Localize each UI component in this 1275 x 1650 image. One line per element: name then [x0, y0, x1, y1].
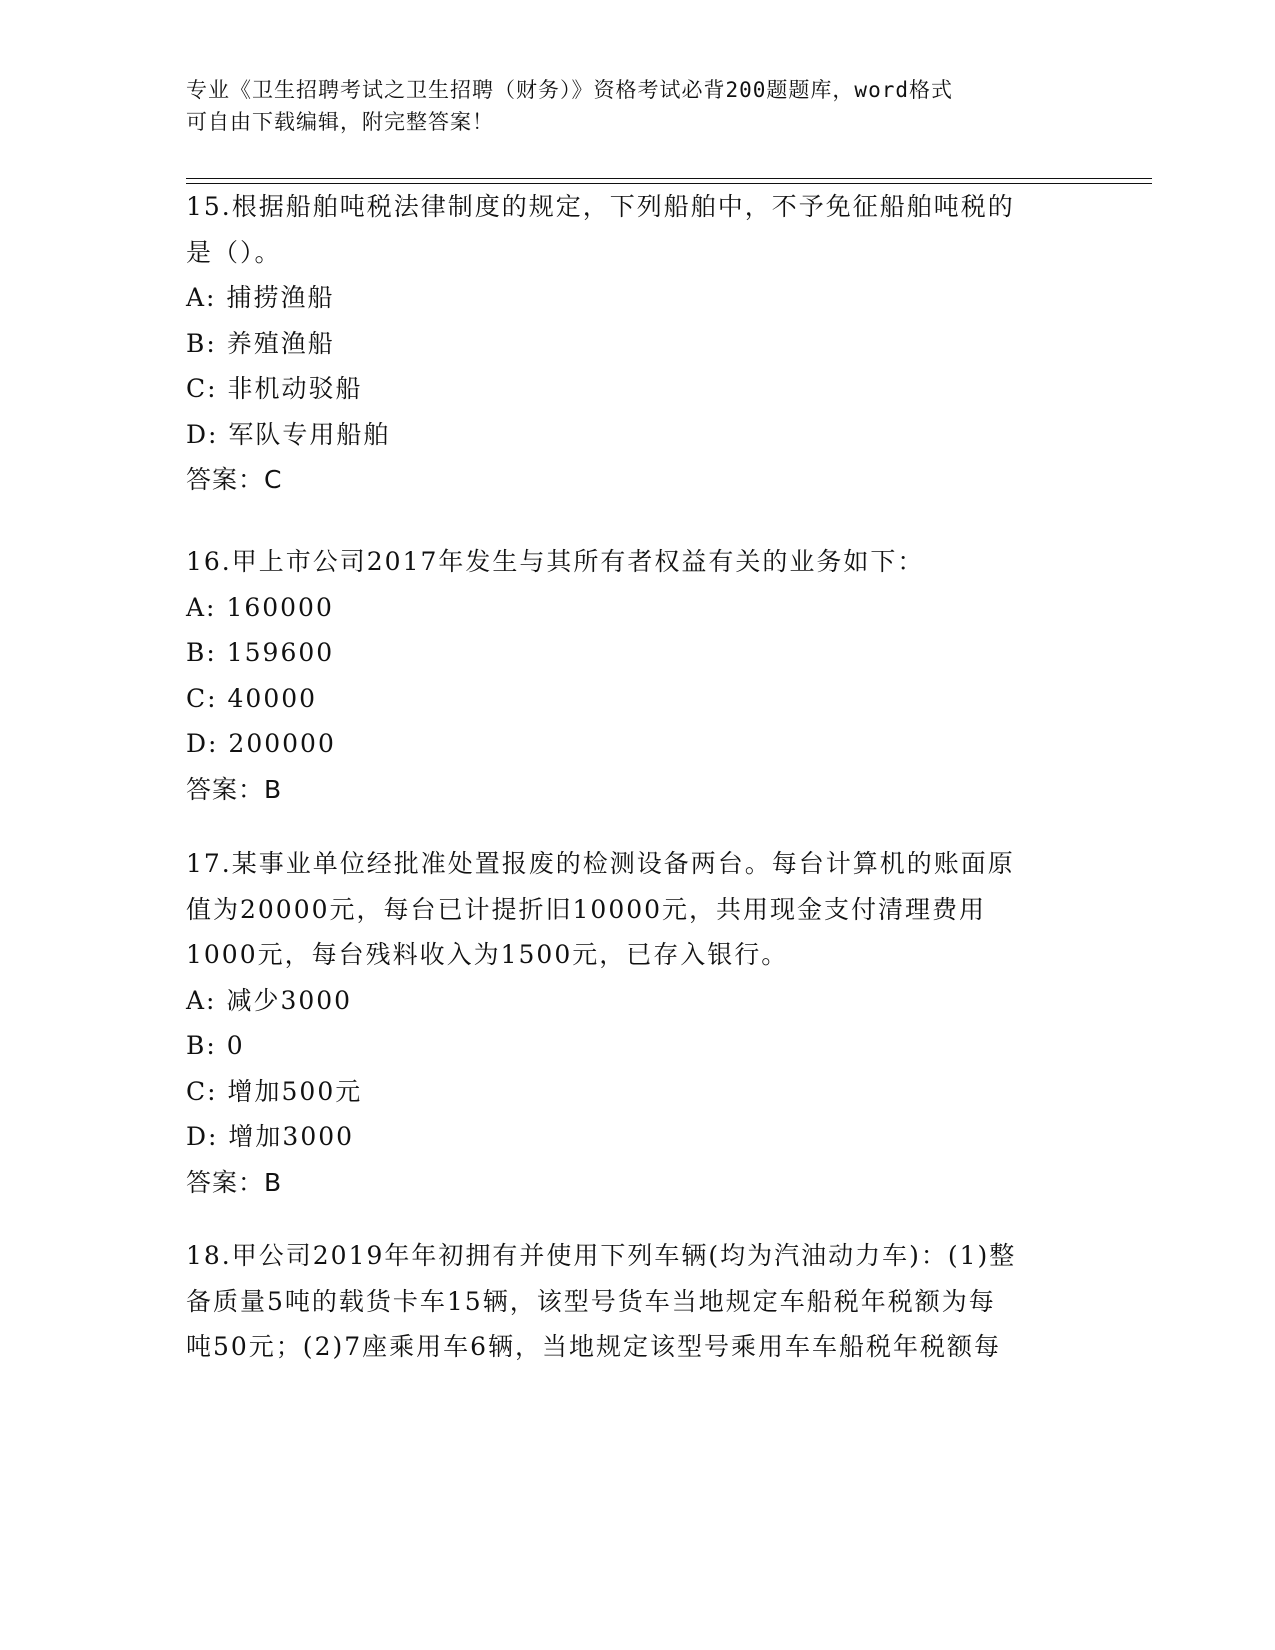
question-line: 15.根据船舶吨税法律制度的规定，下列船舶中，不予免征船舶吨税的	[186, 192, 1015, 221]
option-b	[186, 630, 1086, 676]
question-text	[186, 184, 1086, 275]
option-text: 200000	[228, 729, 336, 758]
answer-line: 答案：B	[186, 1167, 283, 1197]
option-letter: D:	[186, 419, 219, 449]
question-text	[186, 841, 1086, 978]
option-c	[186, 1069, 1086, 1115]
option-letter: B:	[186, 638, 217, 667]
question-line: 吨50元；(2)7座乘用车6辆，当地规定该型号乘用车车船税年税额每	[186, 1332, 1002, 1361]
option-letter: A:	[186, 592, 217, 622]
header-line-1: 专业《卫生招聘考试之卫生招聘（财务）》资格考试必背200题题库，word格式	[186, 78, 953, 102]
option-letter: B:	[186, 328, 217, 358]
question-17	[186, 841, 1086, 1205]
option-text: 减少3000	[226, 985, 353, 1015]
option-letter: C:	[186, 1076, 218, 1106]
option-text: 40000	[227, 683, 318, 713]
answer-line: 答案：B	[186, 774, 283, 804]
answer-line: 答案：C	[186, 465, 283, 494]
option-letter: B:	[186, 1031, 217, 1060]
option-b	[186, 321, 1086, 367]
option-a	[186, 585, 1086, 631]
question-line: 备质量5吨的载货卡车15辆，该型号货车当地规定车船税年税额为每	[186, 1286, 996, 1316]
question-18	[186, 1233, 1086, 1370]
option-b	[186, 1023, 1086, 1069]
document-header	[186, 74, 1066, 138]
option-c	[186, 676, 1086, 722]
question-text	[186, 539, 1086, 585]
option-text: 军队专用船舶	[228, 419, 391, 449]
option-letter: A:	[186, 283, 217, 312]
question-line: 16.甲上市公司2017年发生与其所有者权益有关的业务如下：	[186, 547, 925, 576]
option-a	[186, 275, 1086, 321]
option-a	[186, 978, 1086, 1024]
option-text: 非机动驳船	[227, 374, 363, 403]
option-text: 159600	[226, 638, 335, 667]
option-c	[186, 366, 1086, 412]
option-text: 增加500元	[227, 1076, 363, 1106]
question-line: 17.某事业单位经批准处置报废的检测设备两台。每台计算机的账面原	[186, 849, 1015, 878]
option-letter: D:	[186, 1122, 219, 1151]
option-letter: D:	[186, 729, 219, 758]
question-line: 18.甲公司2019年年初拥有并使用下列车辆(均为汽油动力车)：(1)整	[186, 1241, 1017, 1270]
question-text	[186, 1233, 1086, 1370]
question-16	[186, 539, 1086, 812]
option-text: 增加3000	[228, 1122, 355, 1151]
header-rule-top	[186, 178, 1152, 179]
option-d	[186, 721, 1086, 767]
question-15	[186, 184, 1086, 503]
option-text: 养殖渔船	[226, 328, 335, 358]
header-line-2: 可自由下载编辑，附完整答案！	[186, 110, 494, 134]
question-line: 1000元，每台残料收入为1500元，已存入银行。	[186, 940, 789, 969]
option-letter: C:	[186, 683, 218, 713]
option-letter: A:	[186, 985, 217, 1015]
option-text: 捕捞渔船	[226, 283, 335, 312]
option-d	[186, 412, 1086, 458]
option-text: 0	[226, 1031, 245, 1060]
question-line: 值为20000元，每台已计提折旧10000元，共用现金支付清理费用	[186, 894, 987, 924]
option-d	[186, 1114, 1086, 1160]
question-line: 是（）。	[186, 237, 282, 267]
option-letter: C:	[186, 374, 218, 403]
option-text: 160000	[226, 592, 334, 622]
